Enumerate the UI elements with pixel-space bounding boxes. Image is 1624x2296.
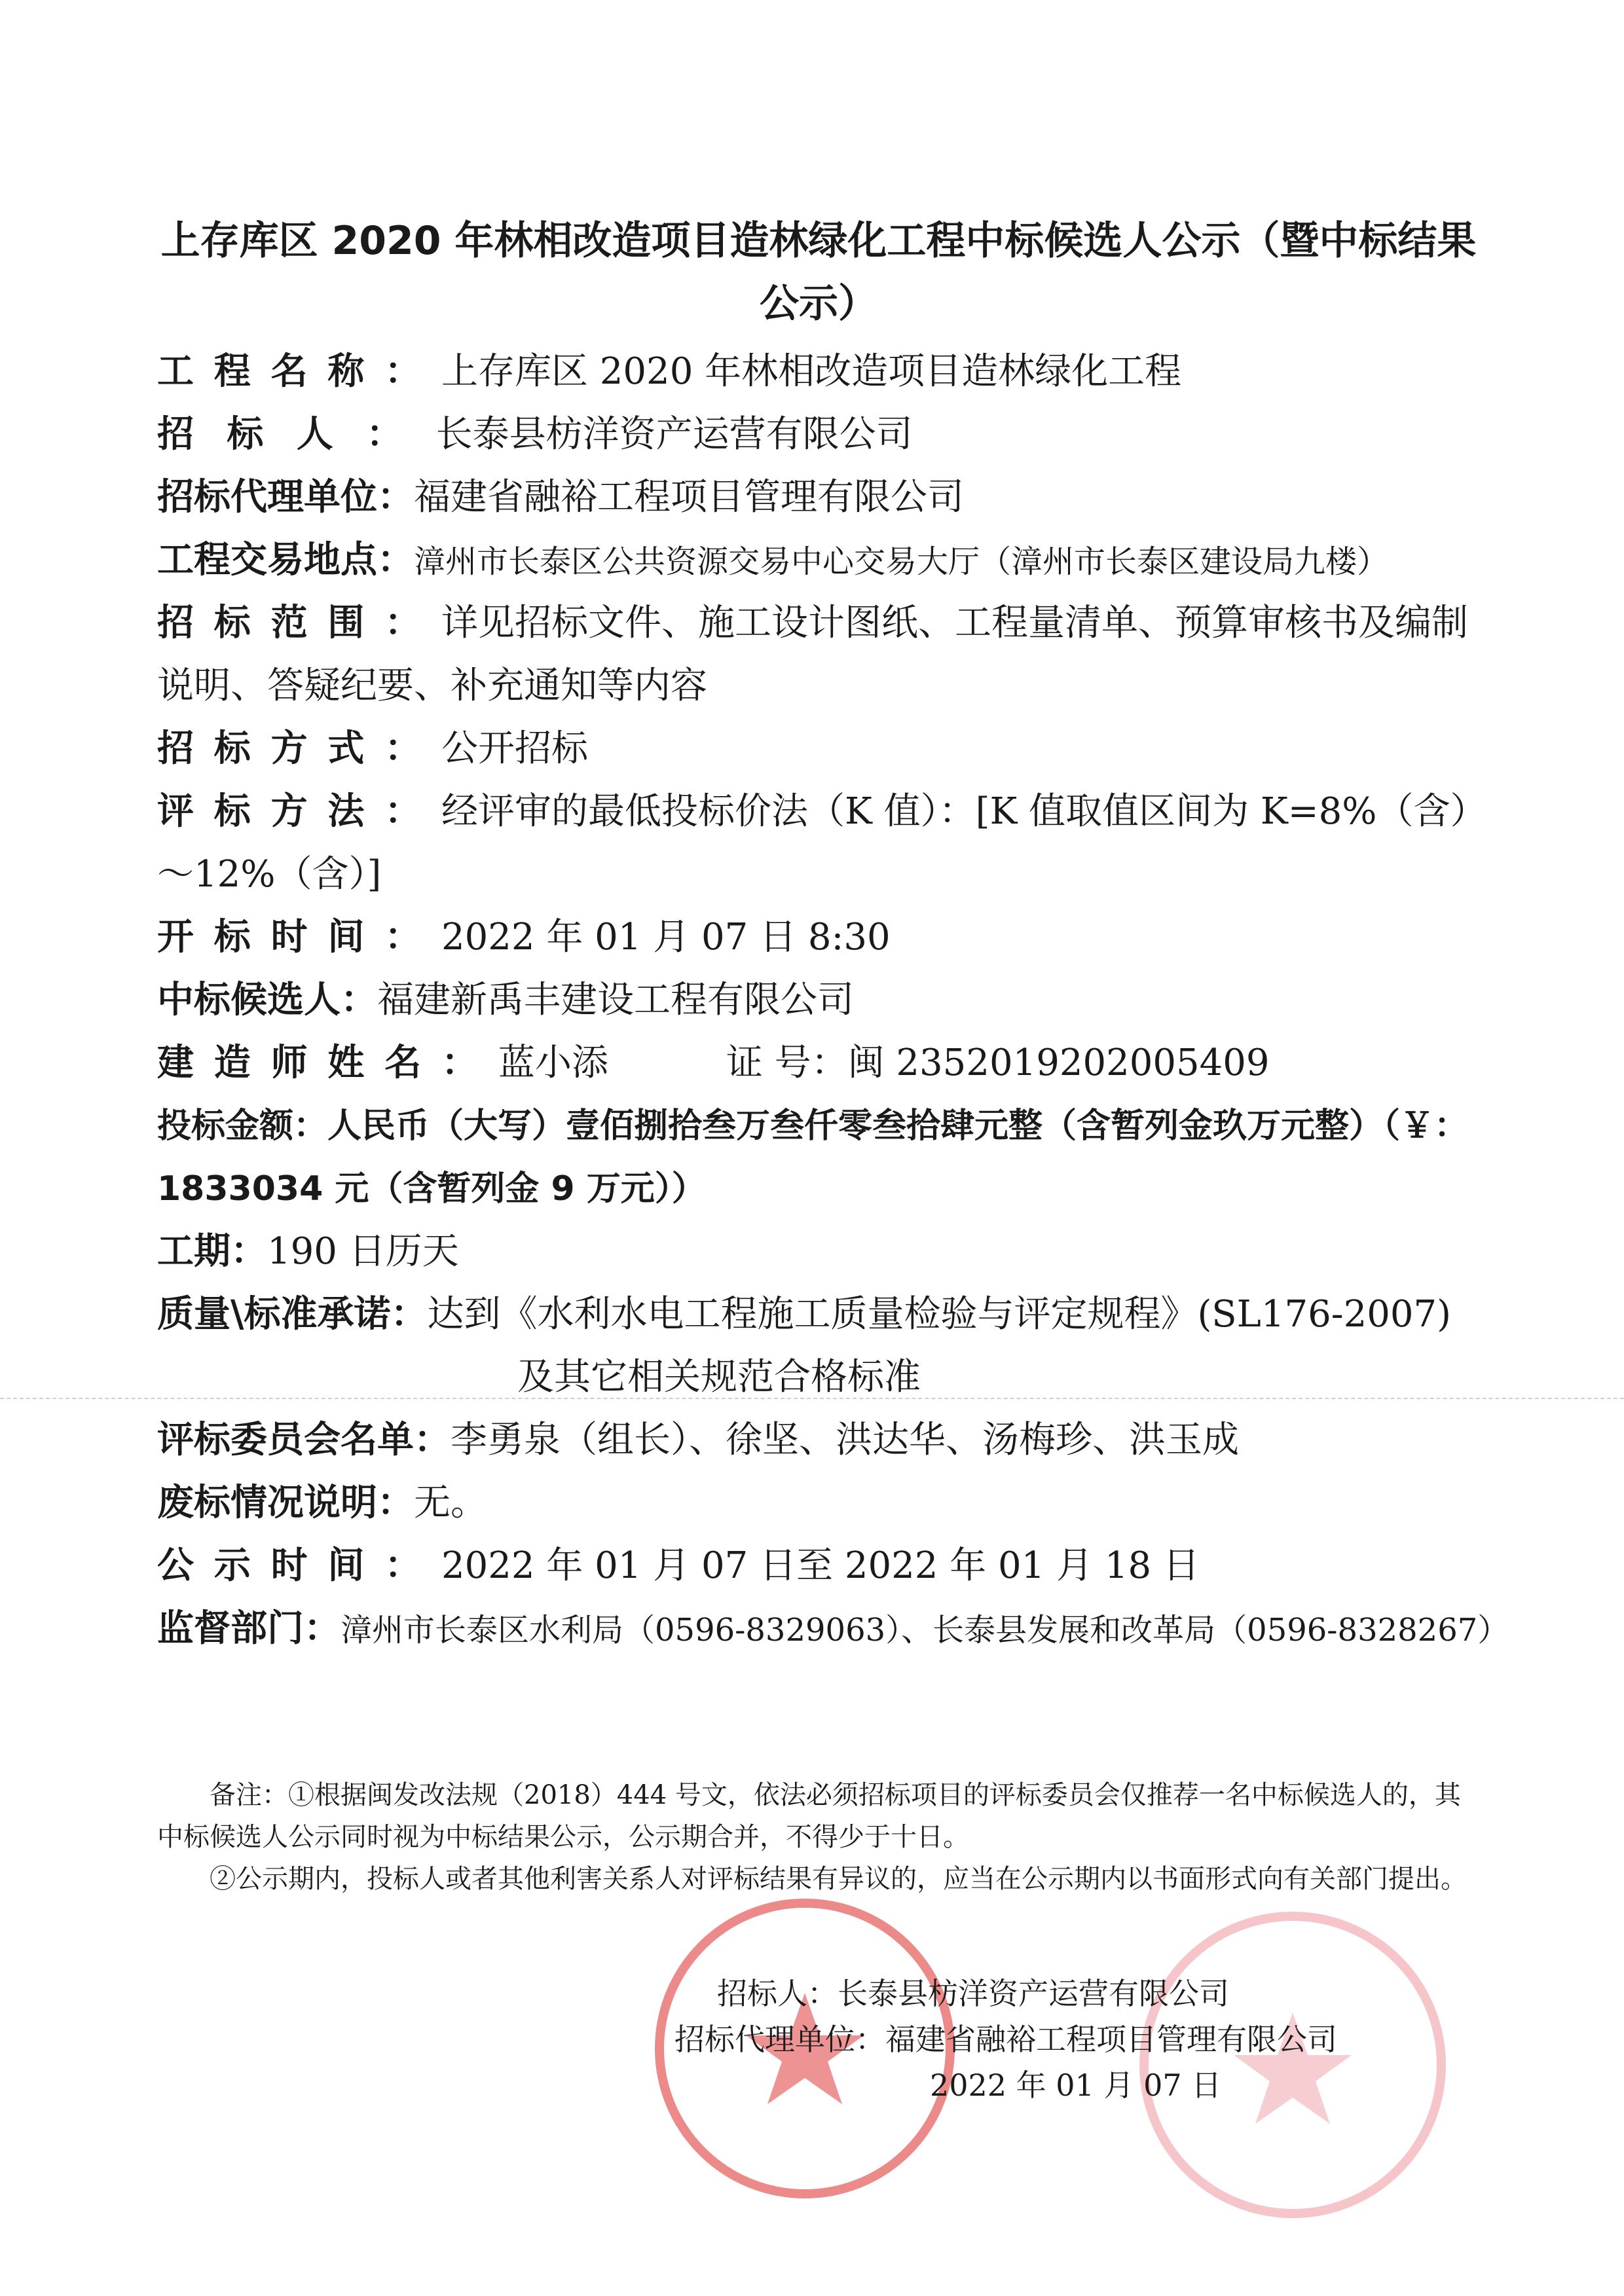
field-value: 漳州市长泰区水利局（0596-8329063）、长泰县发展和改革局（0596-8328267） — [341, 1612, 1509, 1649]
field-label: 工程交易地点： — [157, 539, 414, 581]
field-invalid — [157, 1472, 1493, 1535]
field-duration — [157, 1220, 1493, 1283]
note-2: ②公示期内，投标人或者其他利害关系人对评标结果有异议的，应当在公示期内以书面形式向有关部门提出。 — [210, 1864, 1467, 1894]
field-candidate — [157, 969, 1493, 1032]
field-value-cont: 及其它相关规范合格标准 — [517, 1356, 921, 1398]
field-agency — [157, 466, 1493, 529]
field-scope — [157, 592, 1493, 718]
field-value: 李勇泉（组长）、徐坚、洪达华、汤梅珍、洪玉成 — [451, 1419, 1239, 1461]
field-label: 投标金额： — [157, 1106, 328, 1146]
field-publicity-time — [157, 1535, 1493, 1597]
field-label: 招标代理单位： — [157, 476, 414, 519]
field-committee — [157, 1409, 1493, 1472]
field-value: 福建省融裕工程项目管理有限公司 — [414, 476, 964, 519]
page-title: 上存库区 2020 年林相改造项目造林绿化工程中标候选人公示（暨中标结果公示） — [160, 218, 1477, 327]
field-value: 人民币（大写）壹佰捌拾叁万叁仟零叁拾肆元整（含暂列金玖万元整）（￥：1833034 元（含暂列金 9 万元）） — [157, 1106, 1469, 1209]
cert-label: 证 号： — [726, 1042, 848, 1084]
field-label: 质量\标准承诺： — [157, 1293, 428, 1336]
cert-value: 闽 2352019202005409 — [847, 1042, 1270, 1084]
field-project-name — [157, 340, 1493, 403]
field-label: 开标时间： — [157, 916, 441, 958]
signature-tenderer: 招标人：长泰县枋洋资产运营有限公司 — [717, 1976, 1229, 2011]
field-value: 长泰县枋洋资产运营有限公司 — [435, 413, 913, 456]
field-evaluation — [157, 780, 1493, 906]
field-label: 公示时间： — [157, 1544, 441, 1587]
field-quality-cont — [157, 1346, 1493, 1409]
field-label: 招标范围： — [157, 602, 441, 644]
field-location — [157, 529, 1493, 593]
field-label: 中标候选人： — [157, 979, 377, 1021]
field-label: 评标委员会名单： — [157, 1419, 451, 1461]
field-value: 190 日历天 — [267, 1230, 459, 1273]
signature-date: 2022 年 01 月 07 日 — [930, 2068, 1222, 2103]
field-builder — [157, 1032, 1493, 1095]
field-value: 福建新禹丰建设工程有限公司 — [377, 979, 854, 1021]
field-value: 无。 — [414, 1482, 487, 1524]
field-label: 工程名称： — [157, 350, 441, 393]
field-tenderer — [157, 403, 1493, 466]
field-method — [157, 718, 1493, 780]
field-value: 经评审的最低投标价法（K 值）：[K 值取值区间为 K=8%（含）～12%（含）] — [157, 790, 1487, 896]
note-1: 备注：①根据闽发改法规（2018）444 号文，依法必须招标项目的评标委员会仅推荐一名中标候选人的，其中标候选人公示同时视为中标结果公示，公示期合并，不得少于十日。 — [157, 1780, 1461, 1852]
field-value: 2022 年 01 月 07 日至 2022 年 01 月 18 日 — [441, 1544, 1200, 1587]
field-value: 详见招标文件、施工设计图纸、工程量清单、预算审核书及编制说明、答疑纪要、补充通知等内容 — [157, 602, 1468, 707]
field-supervision — [157, 1597, 1509, 1662]
field-value: 达到《水利水电工程施工质量检验与评定规程》(SL176-2007) — [427, 1293, 1452, 1336]
field-label: 废标情况说明： — [157, 1482, 414, 1524]
field-quality — [157, 1283, 1493, 1346]
signature-agency: 招标代理单位：福建省融裕工程项目管理有限公司 — [674, 2022, 1337, 2057]
field-label: 工期： — [157, 1230, 267, 1273]
field-value: 蓝小添 — [498, 1042, 608, 1084]
field-label: 建造师姓名： — [157, 1042, 498, 1084]
field-open-time — [157, 906, 1493, 969]
field-value: 上存库区 2020 年林相改造项目造林绿化工程 — [441, 350, 1182, 393]
field-value: 公开招标 — [441, 727, 588, 770]
field-label: 招标人： — [157, 413, 436, 456]
field-value: 漳州市长泰区公共资源交易中心交易大厅（漳州市长泰区建设局九楼） — [414, 543, 1389, 580]
field-label: 监督部门： — [157, 1607, 341, 1650]
field-amount — [157, 1095, 1493, 1220]
field-label: 评标方法： — [157, 790, 441, 833]
scan-line — [0, 1398, 1624, 1399]
field-value: 2022 年 01 月 07 日 8:30 — [441, 916, 891, 958]
field-label: 招标方式： — [157, 727, 441, 770]
